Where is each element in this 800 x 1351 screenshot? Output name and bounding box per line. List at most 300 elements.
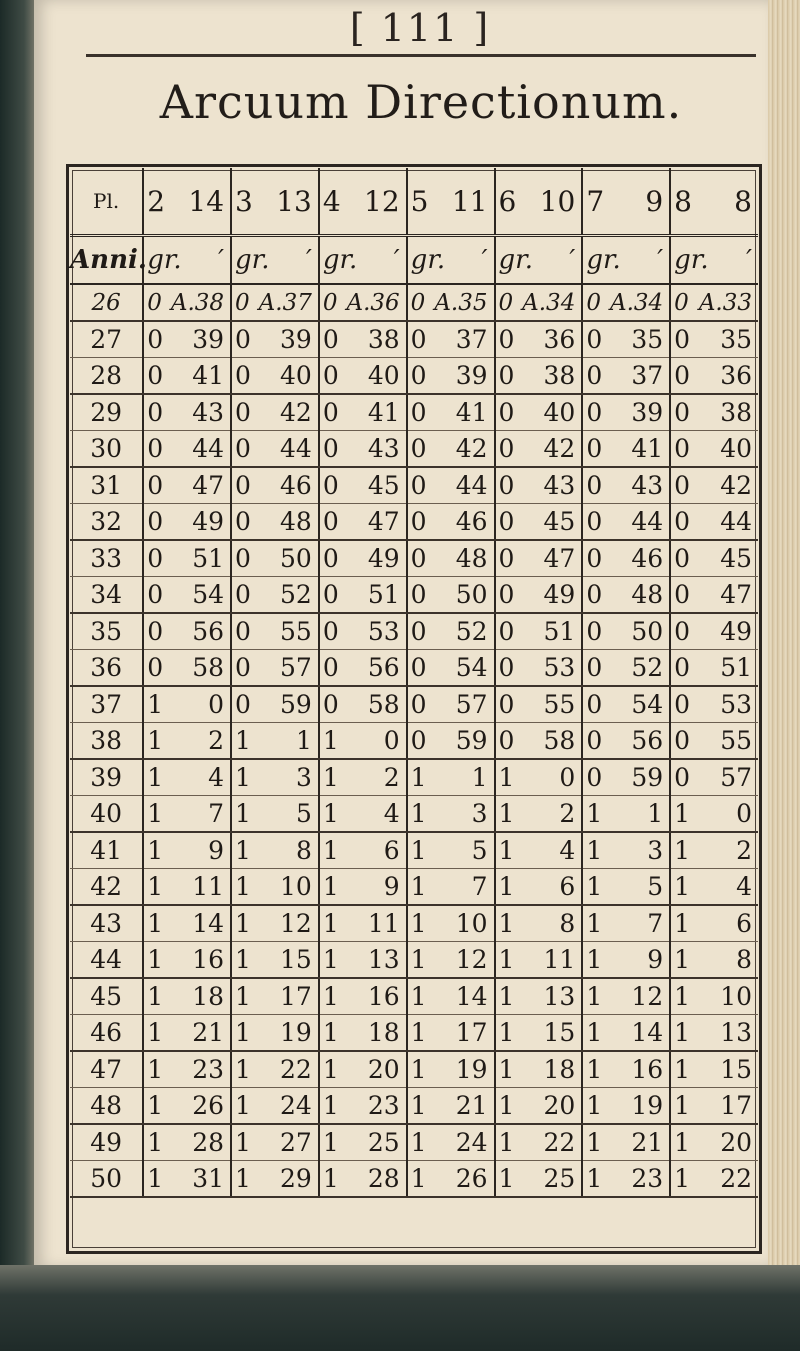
unit-label: gr. (670, 236, 695, 285)
minute-cell: 54 (607, 686, 670, 723)
degree-cell: 1 (319, 723, 344, 760)
degree-cell: 0 (143, 321, 168, 358)
minute-cell: 50 (607, 613, 670, 650)
page-number: [ 111 ] (349, 6, 491, 50)
minute-cell: 14 (607, 1015, 670, 1052)
degree-cell: 1 (143, 759, 168, 796)
year-cell: 42 (70, 869, 143, 906)
degree-cell: 1 (143, 1088, 168, 1125)
minute-cell: 9 (168, 832, 231, 869)
minute-cell: 45 (520, 504, 583, 541)
table-row (70, 1161, 758, 1198)
degree-cell: 1 (143, 978, 168, 1015)
minute-cell: 28 (344, 1161, 407, 1198)
minute-cell: 0 (344, 723, 407, 760)
minute-cell: 39 (607, 394, 670, 431)
year-cell: 31 (70, 467, 143, 504)
minute-cell: 54 (168, 577, 231, 614)
minute-cell: 27 (256, 1124, 319, 1161)
table-row (70, 540, 758, 577)
minute-cell: 55 (520, 686, 583, 723)
minute-cell: 25 (520, 1161, 583, 1198)
degree-cell: 1 (143, 832, 168, 869)
degree-cell: 0 (495, 650, 520, 687)
degree-cell: 0 (407, 723, 432, 760)
header-number: 8 (670, 168, 695, 236)
minute-cell: 25 (344, 1124, 407, 1161)
minute-cell: 28 (168, 1124, 231, 1161)
degree-cell: 0 (231, 431, 256, 468)
degree-cell: 0 (407, 686, 432, 723)
minute-cell: 8 (695, 942, 758, 979)
degree-cell: 0 (495, 358, 520, 395)
minute-cell: 49 (168, 504, 231, 541)
degree-cell: 0 (407, 504, 432, 541)
degree-cell: 1 (231, 905, 256, 942)
table-row (70, 1051, 758, 1088)
degree-cell: 0 (143, 284, 168, 321)
degree-cell: 0 (670, 431, 695, 468)
degree-cell: 0 (495, 467, 520, 504)
directions-table (70, 168, 758, 1198)
minute-cell: 56 (607, 723, 670, 760)
minute-cell: 12 (432, 942, 495, 979)
minute-cell: 55 (695, 723, 758, 760)
degree-cell: 0 (319, 321, 344, 358)
degree-cell: 1 (319, 1124, 344, 1161)
year-cell: 30 (70, 431, 143, 468)
unit-label: ′ (168, 236, 231, 285)
degree-cell: 0 (582, 540, 607, 577)
degree-cell: 1 (319, 1161, 344, 1198)
table-row (70, 1124, 758, 1161)
degree-cell: 0 (670, 358, 695, 395)
degree-cell: 1 (231, 869, 256, 906)
table-row (70, 686, 758, 723)
minute-cell: 16 (344, 978, 407, 1015)
minute-cell: 47 (168, 467, 231, 504)
year-cell: 34 (70, 577, 143, 614)
minute-cell: 15 (256, 942, 319, 979)
degree-cell: 0 (407, 467, 432, 504)
minute-cell: 55 (256, 613, 319, 650)
table-row (70, 394, 758, 431)
unit-label: ′ (344, 236, 407, 285)
degree-cell: 0 (495, 686, 520, 723)
degree-cell: 1 (143, 796, 168, 833)
minute-cell: A.38 (168, 284, 231, 321)
degree-cell: 0 (582, 394, 607, 431)
degree-cell: 1 (495, 1015, 520, 1052)
degree-cell: 0 (143, 613, 168, 650)
minute-cell: 13 (520, 978, 583, 1015)
degree-cell: 1 (495, 1161, 520, 1198)
degree-cell: 1 (407, 905, 432, 942)
minute-cell: A.34 (520, 284, 583, 321)
minute-cell: 53 (520, 650, 583, 687)
minute-cell: 47 (344, 504, 407, 541)
table-row (70, 321, 758, 358)
degree-cell: 0 (231, 613, 256, 650)
minute-cell: 22 (695, 1161, 758, 1198)
degree-cell: 1 (670, 1124, 695, 1161)
minute-cell: 9 (607, 942, 670, 979)
minute-cell: 51 (520, 613, 583, 650)
minute-cell: 1 (256, 723, 319, 760)
unit-label: ′ (256, 236, 319, 285)
minute-cell: 6 (344, 832, 407, 869)
degree-cell: 0 (582, 284, 607, 321)
minute-cell: 14 (168, 905, 231, 942)
minute-cell: 21 (432, 1088, 495, 1125)
degree-cell: 1 (231, 796, 256, 833)
year-cell: 47 (70, 1051, 143, 1088)
degree-cell: 0 (231, 540, 256, 577)
year-cell: 27 (70, 321, 143, 358)
year-cell: 37 (70, 686, 143, 723)
minute-cell: 44 (432, 467, 495, 504)
degree-cell: 0 (582, 613, 607, 650)
minute-cell: 31 (168, 1161, 231, 1198)
degree-cell: 1 (495, 978, 520, 1015)
minute-cell: 58 (520, 723, 583, 760)
minute-cell: 53 (344, 613, 407, 650)
degree-cell: 1 (231, 1088, 256, 1125)
minute-cell: 47 (695, 577, 758, 614)
minute-cell: 1 (432, 759, 495, 796)
minute-cell: 21 (168, 1015, 231, 1052)
degree-cell: 1 (231, 978, 256, 1015)
minute-cell: 36 (520, 321, 583, 358)
degree-cell: 0 (582, 577, 607, 614)
minute-cell: 48 (432, 540, 495, 577)
degree-cell: 0 (670, 394, 695, 431)
table-row (70, 577, 758, 614)
minute-cell: 4 (344, 796, 407, 833)
minute-cell: 39 (256, 321, 319, 358)
degree-cell: 1 (582, 1015, 607, 1052)
minute-cell: 0 (168, 686, 231, 723)
table-row (70, 723, 758, 760)
minute-cell: 8 (520, 905, 583, 942)
degree-cell: 1 (582, 942, 607, 979)
year-cell: 50 (70, 1161, 143, 1198)
degree-cell: 1 (670, 869, 695, 906)
minute-cell: 45 (344, 467, 407, 504)
minute-cell: 38 (344, 321, 407, 358)
page-edges (768, 0, 800, 1268)
degree-cell: 1 (582, 869, 607, 906)
minute-cell: 7 (432, 869, 495, 906)
minute-cell: 2 (520, 796, 583, 833)
minute-cell: 3 (256, 759, 319, 796)
degree-cell: 1 (231, 1015, 256, 1052)
degree-cell: 1 (231, 759, 256, 796)
degree-cell: 1 (670, 978, 695, 1015)
minute-cell: 19 (432, 1051, 495, 1088)
minute-cell: 40 (520, 394, 583, 431)
minute-cell: 35 (607, 321, 670, 358)
minute-cell: 11 (168, 869, 231, 906)
degree-cell: 1 (670, 1088, 695, 1125)
minute-cell: 54 (432, 650, 495, 687)
minute-cell: 18 (168, 978, 231, 1015)
degree-cell: 1 (143, 942, 168, 979)
degree-cell: 1 (582, 1124, 607, 1161)
degree-cell: 1 (143, 723, 168, 760)
minute-cell: 43 (607, 467, 670, 504)
minute-cell: 40 (256, 358, 319, 395)
minute-cell: 42 (520, 431, 583, 468)
minute-cell: 52 (432, 613, 495, 650)
degree-cell: 1 (582, 978, 607, 1015)
degree-cell: 1 (495, 942, 520, 979)
minute-cell: 49 (695, 613, 758, 650)
minute-cell: 4 (695, 869, 758, 906)
minute-cell: 51 (168, 540, 231, 577)
degree-cell: 0 (231, 577, 256, 614)
table-row (70, 978, 758, 1015)
degree-cell: 0 (495, 284, 520, 321)
minute-cell: 38 (520, 358, 583, 395)
header-number: 8 (695, 168, 758, 236)
unit-label: gr. (143, 236, 168, 285)
degree-cell: 1 (143, 869, 168, 906)
header-row (70, 168, 758, 236)
degree-cell: 1 (495, 832, 520, 869)
minute-cell: 35 (695, 321, 758, 358)
minute-cell: 9 (344, 869, 407, 906)
degree-cell: 1 (407, 1015, 432, 1052)
minute-cell: 44 (695, 504, 758, 541)
header-number: 10 (520, 168, 583, 236)
header-number: 3 (231, 168, 256, 236)
minute-cell: 1 (607, 796, 670, 833)
minute-cell: 42 (695, 467, 758, 504)
minute-cell: 46 (432, 504, 495, 541)
minute-cell: 49 (520, 577, 583, 614)
unit-label: gr. (407, 236, 432, 285)
header-number: 14 (168, 168, 231, 236)
minute-cell: 15 (520, 1015, 583, 1052)
degree-cell: 1 (582, 832, 607, 869)
year-cell: 44 (70, 942, 143, 979)
header-number: 7 (582, 168, 607, 236)
minute-cell: 53 (695, 686, 758, 723)
unit-label: ′ (695, 236, 758, 285)
minute-cell: 42 (256, 394, 319, 431)
degree-cell: 1 (319, 832, 344, 869)
minute-cell: 36 (695, 358, 758, 395)
degree-cell: 1 (319, 942, 344, 979)
minute-cell: 44 (168, 431, 231, 468)
year-cell: 38 (70, 723, 143, 760)
minute-cell: 7 (607, 905, 670, 942)
degree-cell: 0 (407, 540, 432, 577)
minute-cell: 16 (607, 1051, 670, 1088)
minute-cell: 59 (256, 686, 319, 723)
degree-cell: 0 (582, 358, 607, 395)
minute-cell: 56 (168, 613, 231, 650)
header-number: 6 (495, 168, 520, 236)
degree-cell: 1 (407, 832, 432, 869)
degree-cell: 0 (582, 321, 607, 358)
unit-label: gr. (495, 236, 520, 285)
minute-cell: 42 (432, 431, 495, 468)
degree-cell: 0 (670, 577, 695, 614)
minute-cell: 18 (344, 1015, 407, 1052)
degree-cell: 0 (495, 394, 520, 431)
degree-cell: 0 (670, 504, 695, 541)
header-number: 11 (432, 168, 495, 236)
year-cell: 26 (70, 284, 143, 321)
minute-cell: 23 (344, 1088, 407, 1125)
minute-cell: 45 (695, 540, 758, 577)
header-number: 13 (256, 168, 319, 236)
table-row (70, 942, 758, 979)
year-cell: 46 (70, 1015, 143, 1052)
minute-cell: 44 (607, 504, 670, 541)
degree-cell: 0 (143, 577, 168, 614)
minute-cell: 41 (607, 431, 670, 468)
minute-cell: 52 (256, 577, 319, 614)
degree-cell: 1 (582, 1088, 607, 1125)
unit-label: gr. (319, 236, 344, 285)
minute-cell: 26 (168, 1088, 231, 1125)
degree-cell: 0 (670, 613, 695, 650)
degree-cell: 1 (495, 905, 520, 942)
minute-cell: 58 (344, 686, 407, 723)
minute-cell: 57 (432, 686, 495, 723)
degree-cell: 1 (231, 723, 256, 760)
minute-cell: 2 (344, 759, 407, 796)
table-row (70, 650, 758, 687)
degree-cell: 1 (495, 796, 520, 833)
minute-cell: 23 (607, 1161, 670, 1198)
degree-cell: 0 (407, 358, 432, 395)
table-row (70, 613, 758, 650)
table-row (70, 1015, 758, 1052)
degree-cell: 0 (582, 467, 607, 504)
minute-cell: 15 (695, 1051, 758, 1088)
minute-cell: 51 (344, 577, 407, 614)
corner-label: Pl. (70, 168, 143, 236)
unit-label: ′ (432, 236, 495, 285)
degree-cell: 0 (231, 284, 256, 321)
minute-cell: 41 (168, 358, 231, 395)
degree-cell: 1 (670, 942, 695, 979)
degree-cell: 1 (231, 942, 256, 979)
minute-cell: 19 (607, 1088, 670, 1125)
header-number: 4 (319, 168, 344, 236)
minute-cell: 11 (344, 905, 407, 942)
minute-cell: 0 (520, 759, 583, 796)
degree-cell: 0 (231, 686, 256, 723)
degree-cell: 0 (319, 686, 344, 723)
minute-cell: A.34 (607, 284, 670, 321)
degree-cell: 0 (670, 467, 695, 504)
degree-cell: 0 (319, 358, 344, 395)
degree-cell: 0 (407, 284, 432, 321)
minute-cell: 17 (695, 1088, 758, 1125)
degree-cell: 0 (319, 540, 344, 577)
minute-cell: 38 (695, 394, 758, 431)
minute-cell: A.33 (695, 284, 758, 321)
minute-cell: 6 (695, 905, 758, 942)
degree-cell: 0 (319, 577, 344, 614)
degree-cell: 1 (407, 978, 432, 1015)
degree-cell: 0 (582, 759, 607, 796)
degree-cell: 0 (143, 650, 168, 687)
degree-cell: 0 (407, 577, 432, 614)
year-cell: 45 (70, 978, 143, 1015)
degree-cell: 0 (231, 358, 256, 395)
minute-cell: 59 (432, 723, 495, 760)
table-row (70, 869, 758, 906)
year-cell: 36 (70, 650, 143, 687)
minute-cell: 4 (520, 832, 583, 869)
degree-cell: 0 (407, 431, 432, 468)
table-row (70, 796, 758, 833)
degree-cell: 0 (582, 723, 607, 760)
minute-cell: 10 (256, 869, 319, 906)
degree-cell: 1 (582, 1161, 607, 1198)
degree-cell: 0 (582, 504, 607, 541)
degree-cell: 0 (143, 467, 168, 504)
degree-cell: 1 (495, 1088, 520, 1125)
degree-cell: 1 (319, 905, 344, 942)
year-cell: 48 (70, 1088, 143, 1125)
degree-cell: 1 (495, 1051, 520, 1088)
degree-cell: 1 (670, 905, 695, 942)
unit-label: ′ (520, 236, 583, 285)
minute-cell: 29 (256, 1161, 319, 1198)
minute-cell: 14 (432, 978, 495, 1015)
degree-cell: 1 (231, 1161, 256, 1198)
degree-cell: 1 (582, 796, 607, 833)
minute-cell: 13 (695, 1015, 758, 1052)
minute-cell: 43 (168, 394, 231, 431)
table-row (70, 504, 758, 541)
minute-cell: 43 (344, 431, 407, 468)
minute-cell: 12 (607, 978, 670, 1015)
degree-cell: 1 (407, 796, 432, 833)
minute-cell: 44 (256, 431, 319, 468)
degree-cell: 1 (319, 1051, 344, 1088)
degree-cell: 0 (670, 723, 695, 760)
minute-cell: 24 (256, 1088, 319, 1125)
degree-cell: 0 (143, 394, 168, 431)
year-cell: 35 (70, 613, 143, 650)
degree-cell: 1 (407, 1161, 432, 1198)
degree-cell: 1 (670, 1051, 695, 1088)
unit-label: gr. (231, 236, 256, 285)
degree-cell: 0 (495, 540, 520, 577)
degree-cell: 0 (143, 504, 168, 541)
minute-cell: 20 (344, 1051, 407, 1088)
minute-cell: 51 (695, 650, 758, 687)
minute-cell: 5 (256, 796, 319, 833)
degree-cell: 1 (143, 1124, 168, 1161)
minute-cell: 40 (695, 431, 758, 468)
degree-cell: 1 (407, 942, 432, 979)
minute-cell: 19 (256, 1015, 319, 1052)
degree-cell: 1 (670, 796, 695, 833)
degree-cell: 0 (670, 686, 695, 723)
minute-cell: 57 (695, 759, 758, 796)
minute-cell: 22 (256, 1051, 319, 1088)
minute-cell: A.35 (432, 284, 495, 321)
